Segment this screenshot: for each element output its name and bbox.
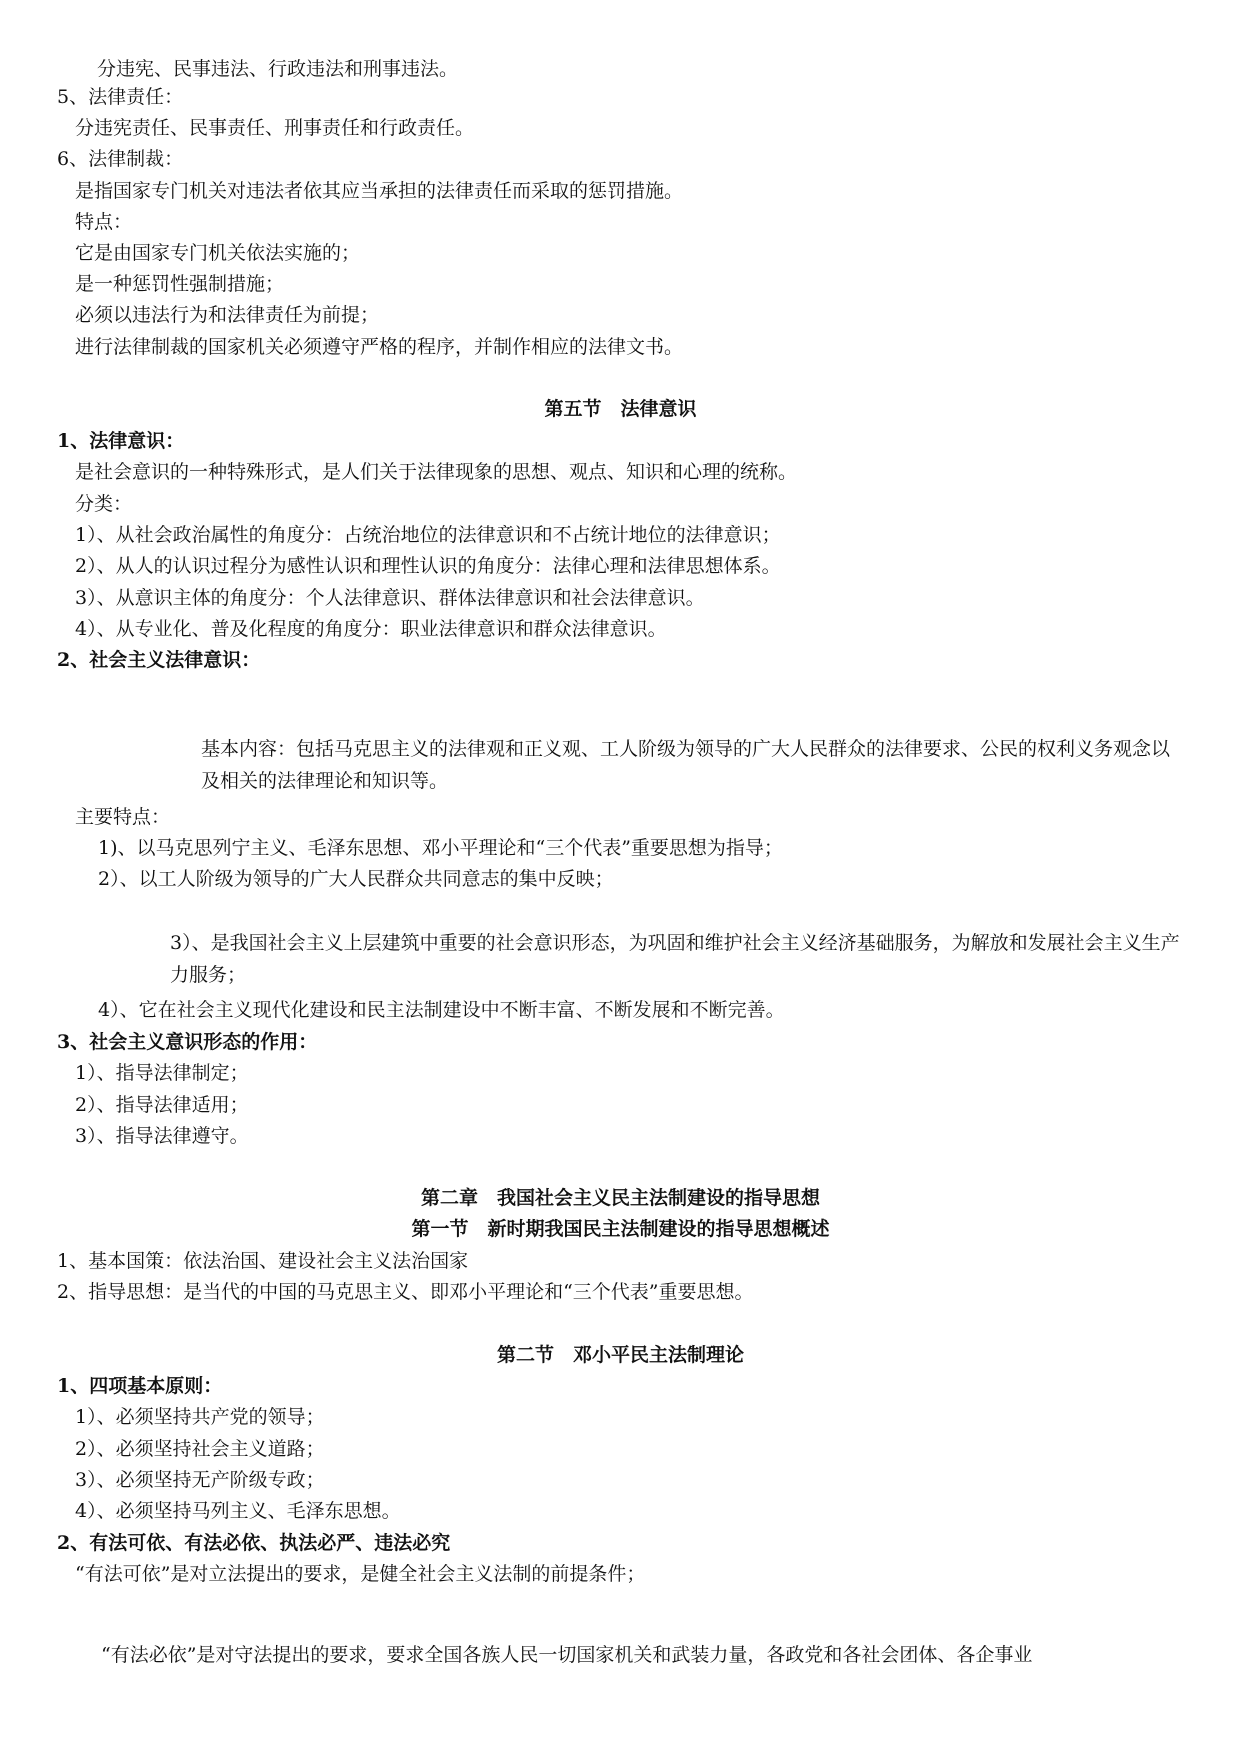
- text-line: 分类：: [75, 493, 133, 515]
- text-line: 特点：: [75, 211, 133, 233]
- text-line: 主要特点：: [75, 806, 171, 828]
- text-line: 是指国家专门机关对违法者依其应当承担的法律责任而采取的惩罚措施。: [75, 180, 684, 202]
- list-item: 1）、指导法律制定；: [75, 1062, 249, 1084]
- list-item: 2）、必须坚持社会主义道路；: [75, 1438, 325, 1460]
- list-item: 2）、从人的认识过程分为感性认识和理性认识的角度分：法律心理和法律思想体系。: [75, 555, 781, 577]
- text-line: 是社会意识的一种特殊形式，是人们关于法律现象的思想、观点、知识和心理的统称。: [75, 461, 798, 483]
- item-heading: 3、社会主义意识形态的作用：: [57, 1031, 318, 1053]
- text-line: 必须以违法行为和法律责任为前提；: [75, 304, 380, 326]
- text-line: 分违宪、民事违法、行政违法和刑事违法。: [97, 58, 459, 80]
- item-heading: 1、法律意识：: [57, 430, 185, 452]
- list-item: 1)、以马克思列宁主义、毛泽东思想、邓小平理论和“三个代表”重要思想为指导；: [98, 837, 783, 859]
- list-item: 4）、从专业化、普及化程度的角度分：职业法律意识和群众法律意识。: [75, 618, 667, 640]
- list-item: 4）、必须坚持马列主义、毛泽东思想。: [75, 1500, 401, 1522]
- text-line: 进行法律制裁的国家机关必须遵守严格的程序，并制作相应的法律文书。: [75, 336, 684, 358]
- text-line: 2、指导思想：是当代的中国的马克思主义、即邓小平理论和“三个代表”重要思想。: [57, 1281, 754, 1303]
- item-heading: 6、法律制裁：: [57, 148, 184, 170]
- list-item: 3）、指导法律遵守。: [75, 1125, 249, 1147]
- item-heading: 2、有法可依、有法必依、执法必严、违法必究: [57, 1532, 451, 1554]
- paragraph: 3）、是我国社会主义上层建筑中重要的社会意识形态，为巩固和维护社会主义经济基础服务，为解放和发展社会主义生产力服务；: [170, 932, 1180, 986]
- list-item: 1）、必须坚持共产党的领导；: [75, 1406, 325, 1428]
- list-item: 3）、从意识主体的角度分：个人法律意识、群体法律意识和社会法律意识。: [75, 587, 705, 609]
- item-heading: 5、法律责任：: [57, 86, 184, 108]
- section-title: 第二节 邓小平民主法制理论: [496, 1344, 744, 1366]
- chapter-title: 第二章 我国社会主义民主法制建设的指导思想: [420, 1187, 820, 1209]
- list-item: 4）、它在社会主义现代化建设和民主法制建设中不断丰富、不断发展和不断完善。: [98, 999, 785, 1021]
- item-heading: 2、社会主义法律意识：: [57, 649, 261, 671]
- item-heading: 1、四项基本原则：: [57, 1375, 223, 1397]
- section-title: 第五节 法律意识: [544, 398, 697, 420]
- paragraph: 基本内容：包括马克思主义的法律观和正义观、工人阶级为领导的广大人民群众的法律要求、公民的权利义务观念以及相关的法律理论和知识等。: [201, 738, 1171, 792]
- text-line: 是一种惩罚性强制措施；: [75, 273, 285, 295]
- text-line: 分违宪责任、民事责任、刑事责任和行政责任。: [75, 117, 475, 139]
- list-item: 2）、以工人阶级为领导的广大人民群众共同意志的集中反映；: [98, 868, 614, 890]
- list-item: 1）、从社会政治属性的角度分：占统治地位的法律意识和不占统计地位的法律意识；: [75, 524, 781, 546]
- list-item: 2）、指导法律适用；: [75, 1094, 249, 1116]
- text-line: 它是由国家专门机关依法实施的；: [75, 242, 361, 264]
- list-item: 3）、必须坚持无产阶级专政；: [75, 1469, 325, 1491]
- text-line: “有法可依”是对立法提出的要求，是健全社会主义法制的前提条件；: [75, 1563, 646, 1585]
- section-title: 第一节 新时期我国民主法制建设的指导思想概述: [411, 1218, 830, 1240]
- text-line: “有法必依”是对守法提出的要求，要求全国各族人民一切国家机关和武装力量，各政党和各社会团体、各企事业: [101, 1644, 1033, 1666]
- text-line: 1、基本国策：依法治国、建设社会主义法治国家: [57, 1250, 469, 1272]
